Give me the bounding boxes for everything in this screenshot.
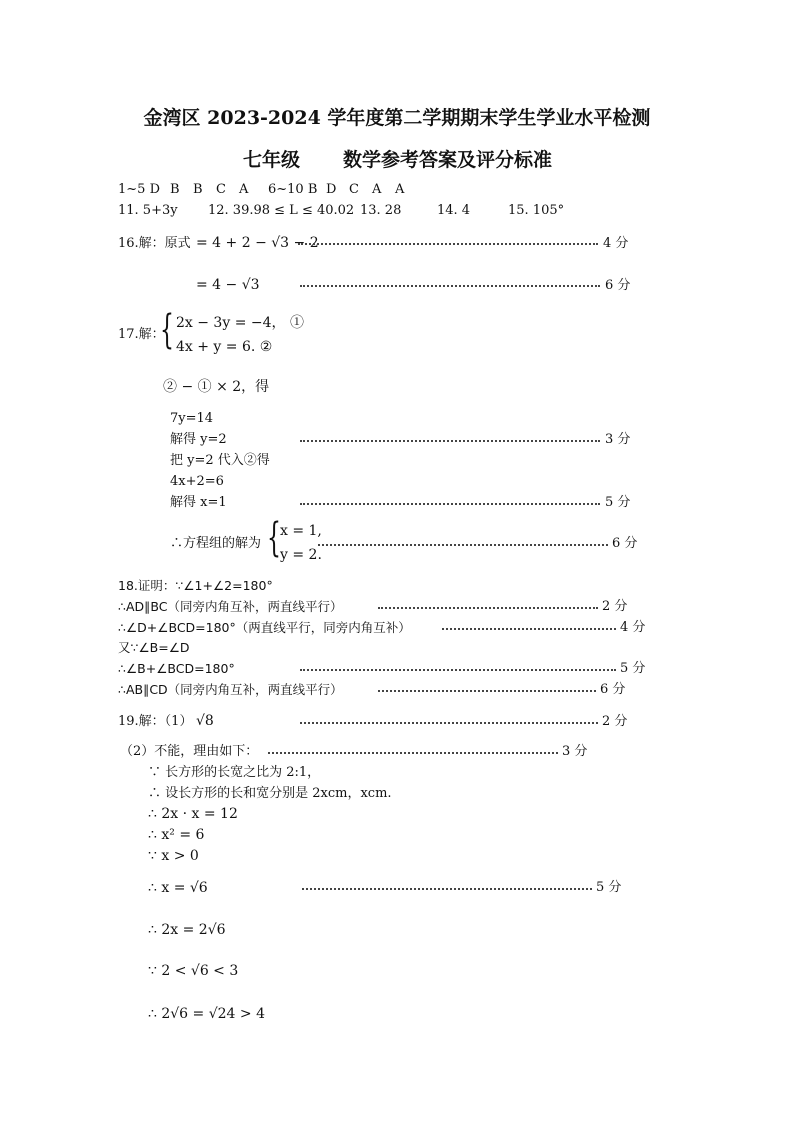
q19-line7: ∴ 2x = 2√6 (148, 922, 226, 938)
q17-sol-x: x = 1, (280, 523, 322, 539)
q18-score6: 6 分 (600, 682, 626, 697)
choice-answer: A (372, 182, 382, 197)
q17-score5: 5 分 (605, 495, 631, 510)
q19-answer1: √8 (196, 713, 214, 729)
fill-answer: 14. 4 (437, 203, 471, 218)
q17-eq2: 4x + y = 6. ② (176, 339, 273, 355)
dot-leader (300, 503, 600, 505)
q17-eq1: 2x − 3y = −4， ① (176, 315, 304, 331)
choice-range-1: 1~5 D (118, 182, 160, 197)
q17-label: 17.解： (118, 327, 165, 342)
dot-leader (300, 285, 600, 287)
choice-answer: A (395, 182, 405, 197)
grade-label: 七年级 (243, 149, 301, 171)
choice-answer: B (170, 182, 180, 197)
q19-line4: ∴ x² = 6 (148, 827, 205, 843)
choice-answer: A (239, 182, 249, 197)
q19-label: 19.解：（1） (118, 714, 193, 729)
q18-score2: 2 分 (602, 599, 628, 614)
q18-score5: 5 分 (620, 661, 646, 676)
page-title: 金湾区 2023-2024 学年度第二学期期末学生学业水平检测 (143, 107, 651, 129)
dot-leader (442, 628, 616, 630)
dot-leader (300, 669, 616, 671)
q17-score6: 6 分 (612, 536, 638, 551)
q18-line5: ∴∠B+∠BCD=180° (118, 661, 235, 676)
q16-label: 16.解：原式 (118, 236, 191, 251)
q17-step1: ② − ① × 2，得 (163, 379, 270, 395)
q18-line3: ∴∠D+∠BCD=180°（两直线平行，同旁内角互补） (118, 620, 411, 635)
fill-answer: 15. 105° (508, 203, 565, 218)
q16-score1: 4 分 (603, 236, 629, 251)
q19-score3: 3 分 (562, 744, 588, 759)
q19-part2: （2）不能，理由如下： (120, 744, 259, 759)
q17-solution-label: ∴方程组的解为 (170, 536, 262, 551)
dot-leader (302, 888, 592, 890)
q19-line2: ∴ 设长方形的长和宽分别是 2xcm，xcm. (148, 786, 392, 801)
doc-subtitle: 数学参考答案及评分标准 (343, 149, 553, 171)
q17-step3: 解得 y=2 (170, 432, 227, 447)
dot-leader (318, 544, 608, 546)
q19-line8: ∵ 2 < √6 < 3 (148, 963, 239, 979)
dot-leader (300, 440, 600, 442)
dot-leader (378, 607, 598, 609)
q19-line5: ∵ x > 0 (148, 848, 199, 864)
q19-score5: 5 分 (596, 880, 622, 895)
q18-line6: ∴AB∥CD（同旁内角互补，两直线平行） (118, 682, 343, 697)
q18-score4: 4 分 (620, 620, 646, 635)
q19-line6: ∴ x = √6 (148, 880, 208, 896)
choice-answer: C (349, 182, 359, 197)
q17-step4: 把 y=2 代入②得 (170, 453, 270, 468)
q18-line2: ∴AD∥BC（同旁内角互补，两直线平行） (118, 599, 343, 614)
q17-step6: 解得 x=1 (170, 495, 227, 510)
fill-answer: 11. 5+3y (118, 203, 178, 218)
choice-answer: B (193, 182, 203, 197)
q19-line9: ∴ 2√6 = √24 > 4 (148, 1006, 265, 1022)
choice-range-2: 6~10 B (268, 182, 318, 197)
q18-line1: 18.证明：∵∠1+∠2=180° (118, 578, 273, 593)
q17-sol-y: y = 2. (280, 547, 322, 563)
dot-leader (298, 243, 598, 245)
q18-line4: 又∵∠B=∠D (118, 640, 190, 655)
q19-line1: ∵ 长方形的长宽之比为 2:1， (148, 765, 321, 780)
q16-score2: 6 分 (605, 278, 631, 293)
q17-step2: 7y=14 (170, 411, 214, 426)
choice-answer: C (216, 182, 226, 197)
solution-brace: { (267, 515, 281, 561)
dot-leader (300, 722, 598, 724)
q16-expr1: = 4 + 2 − √3 − 2 (196, 235, 319, 251)
dot-leader (268, 752, 558, 754)
q19-score2: 2 分 (602, 714, 628, 729)
q17-step5: 4x+2=6 (170, 474, 224, 489)
q19-line3: ∴ 2x · x = 12 (148, 806, 238, 822)
system-brace: { (160, 307, 174, 353)
dot-leader (378, 690, 596, 692)
fill-answer: 13. 28 (360, 203, 402, 218)
q17-score3: 3 分 (605, 432, 631, 447)
choice-answer: D (326, 182, 337, 197)
q16-expr2: = 4 − √3 (196, 277, 260, 293)
fill-answer: 12. 39.98 ≤ L ≤ 40.02 (208, 203, 355, 218)
